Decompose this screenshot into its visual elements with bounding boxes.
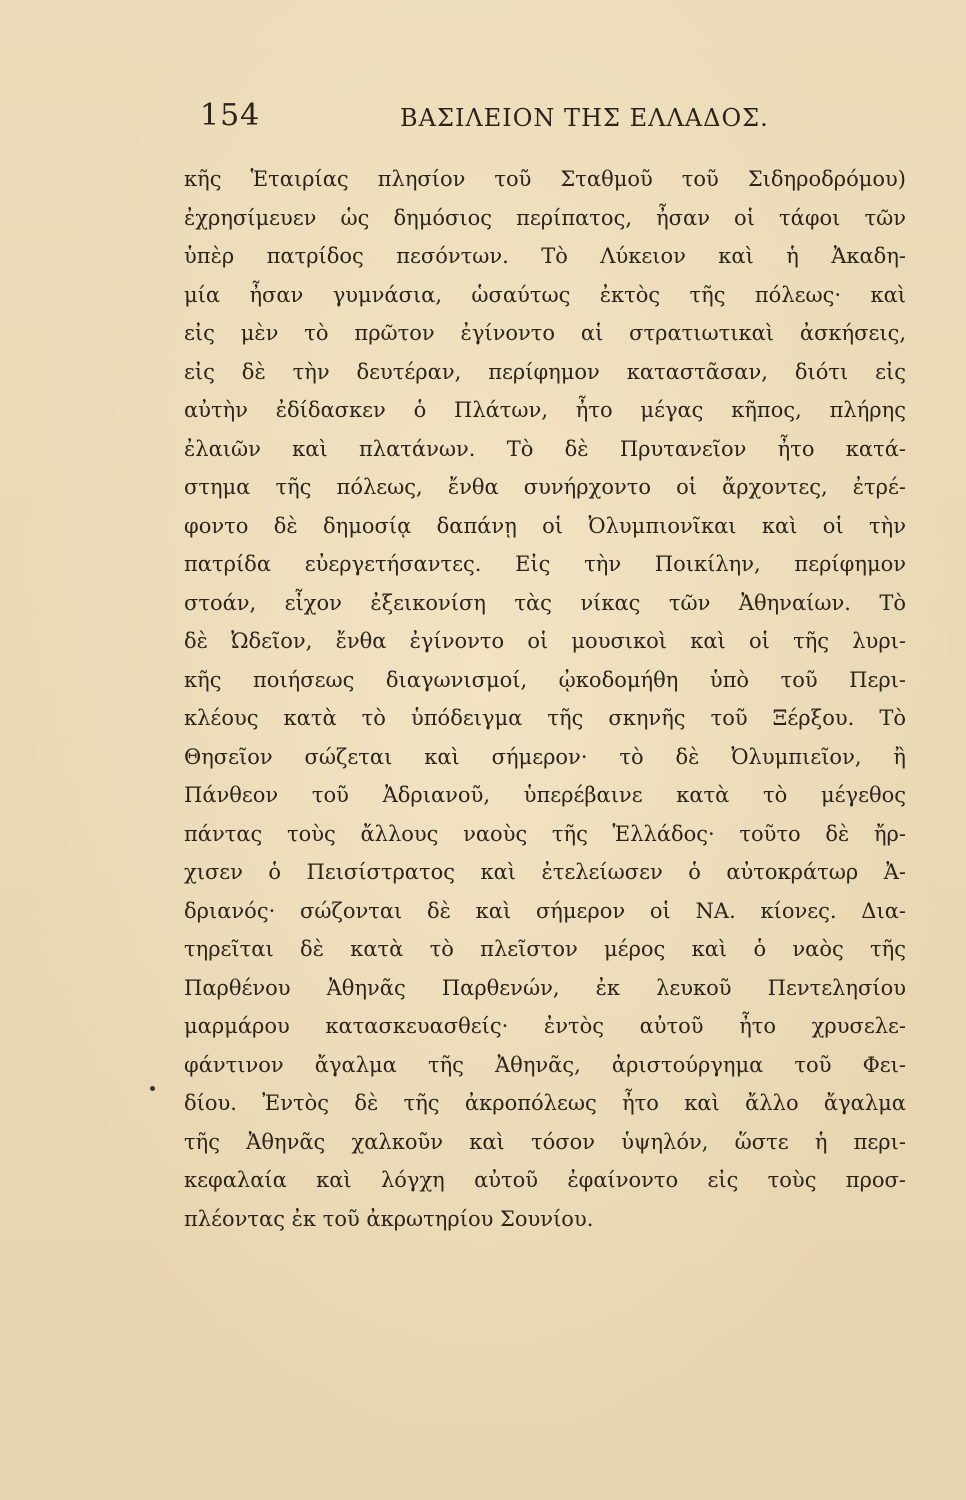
text-line: ὑπὲρ πατρίδος πεσόντων. Τὸ Λύκειον καὶ ἡ Ἀκαδη-: [184, 244, 906, 268]
text-line: μία ἦσαν γυμνάσια, ὡσαύτως ἐκτὸς τῆς πόλεως· καὶ: [184, 282, 906, 307]
body-text: [184, 160, 906, 1238]
text-line: Παρθένου Ἀθηνᾶς Παρθενών, ἐκ λευκοῦ Πεντελησίου: [184, 975, 906, 1000]
text-line: Θησεῖον σώζεται καὶ σήμερον· τὸ δὲ Ὀλυμπιεῖον, ἢ: [184, 744, 906, 769]
page-header: [200, 98, 910, 138]
text-line: τηρεῖται δὲ κατὰ τὸ πλεῖστον μέρος καὶ ὁ ναὸς τῆς: [184, 937, 906, 961]
text-line: ἐχρησίμευεν ὡς δημόσιος περίπατος, ἦσαν οἱ τάφοι τῶν: [184, 205, 906, 230]
text-line: δὲ Ὠδεῖον, ἔνθα ἐγίνοντο οἱ μουσικοὶ καὶ οἱ τῆς λυρι-: [184, 629, 906, 653]
margin-mark: [150, 1086, 155, 1091]
text-line: κλέους κατὰ τὸ ὑπόδειγμα τῆς σκηνῆς τοῦ Ξέρξου. Τὸ: [184, 706, 906, 730]
text-line: στοάν, εἶχον ἐξεικονίση τὰς νίκας τῶν Ἀθηναίων. Τὸ: [184, 590, 906, 615]
text-line: Πάνθεον τοῦ Ἀδριανοῦ, ὑπερέβαινε κατὰ τὸ μέγεθος: [184, 783, 906, 807]
text-line: πλέοντας ἐκ τοῦ ἀκρωτηρίου Σουνίου.: [184, 1206, 594, 1231]
text-line: χισεν ὁ Πεισίστρατος καὶ ἐτελείωσεν ὁ αὐτοκράτωρ Ἀ-: [184, 860, 906, 884]
text-line: στημα τῆς πόλεως, ἔνθα συνήρχοντο οἱ ἄρχοντες, ἐτρέ-: [184, 475, 906, 499]
text-line: πάντας τοὺς ἄλλους ναοὺς τῆς Ἑλλάδος· τοῦτο δὲ ἤρ-: [184, 821, 906, 846]
text-line: φοντο δὲ δημοσίᾳ δαπάνῃ οἱ Ὀλυμπιονῖκαι καὶ οἱ τὴν: [184, 513, 906, 538]
text-line: ἐλαιῶν καὶ πλατάνων. Τὸ δὲ Πρυτανεῖον ἦτο κατά-: [184, 436, 906, 461]
text-line: κεφαλαία καὶ λόγχη αὐτοῦ ἐφαίνοντο εἰς τοὺς προσ-: [184, 1168, 906, 1192]
text-line: δριανός· σώζονται δὲ καὶ σήμερον οἱ ΝΑ. κίονες. Δια-: [184, 898, 906, 923]
text-line: τῆς Ἀθηνᾶς χαλκοῦν καὶ τόσον ὑψηλόν, ὥστε ἡ περι-: [184, 1129, 906, 1154]
text-line: εἰς μὲν τὸ πρῶτον ἐγίνοντο αἱ στρατιωτικαὶ ἀσκήσεις,: [184, 321, 906, 345]
running-title: ΒΑΣΙΛΕΙΟΝ ΤΗΣ ΕΛΛΑΔΟΣ.: [400, 104, 769, 132]
text-line: φάντινον ἄγαλμα τῆς Ἀθηνᾶς, ἀριστούργημα τοῦ Φει-: [184, 1052, 906, 1077]
text-line: αὐτὴν ἐδίδασκεν ὁ Πλάτων, ἦτο μέγας κῆπος, πλήρης: [184, 398, 906, 422]
text-line: πατρίδα εὐεργετήσαντες. Εἰς τὴν Ποικίλην, περίφημον: [184, 552, 906, 576]
text-line: κῆς ποιήσεως διαγωνισμοί, ᾠκοδομήθη ὑπὸ τοῦ Περι-: [184, 667, 906, 692]
text-line: μαρμάρου κατασκευασθείς· ἐντὸς αὐτοῦ ἦτο χρυσελε-: [184, 1014, 906, 1038]
text-line: δίου. Ἐντὸς δὲ τῆς ἀκροπόλεως ἦτο καὶ ἄλλο ἄγαλμα: [184, 1091, 906, 1115]
text-line: κῆς Ἑταιρίας πλησίον τοῦ Σταθμοῦ τοῦ Σιδηροδρόμου): [184, 167, 906, 191]
page-number: 154: [200, 98, 261, 133]
text-line: εἰς δὲ τὴν δευτέραν, περίφημον καταστᾶσαν, διότι εἰς: [184, 359, 906, 384]
